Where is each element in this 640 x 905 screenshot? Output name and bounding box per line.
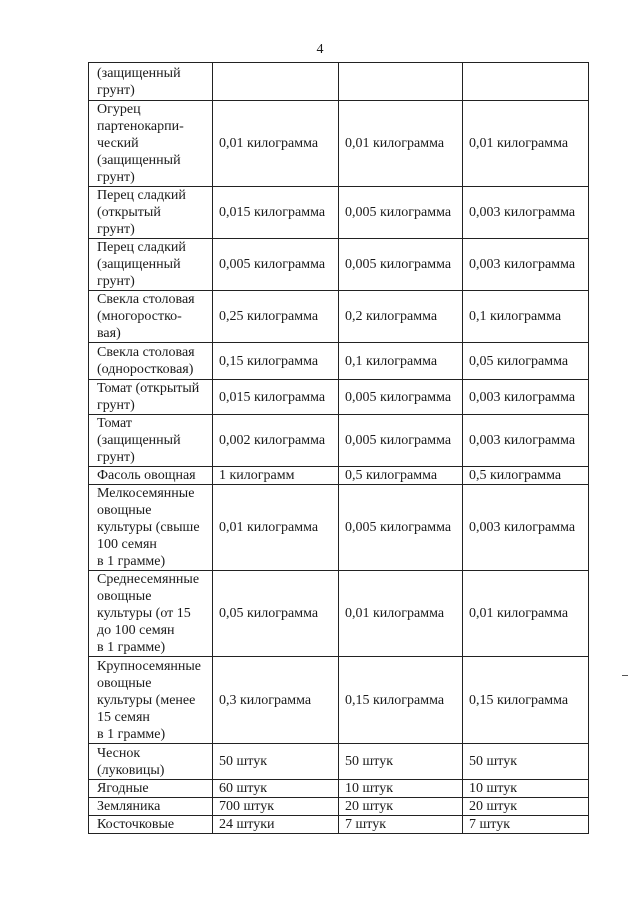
crop-name-cell: [89, 485, 213, 571]
crop-name-line: в 1 грамме): [97, 726, 166, 742]
quantity-cell: 20 штук: [463, 798, 589, 816]
crop-name-line: Перец сладкий: [97, 188, 186, 203]
table-row: [89, 816, 589, 834]
quantity-cell: 50 штук: [339, 744, 463, 780]
crop-name-line: (многоростко-: [97, 309, 182, 324]
quantity-cell: 24 штуки: [213, 816, 339, 834]
crop-name-line: (защищенный: [97, 65, 181, 81]
quantity-cell: 50 штук: [213, 744, 339, 780]
crop-name-line: Свекла столовая: [97, 292, 195, 307]
crop-name-line: (луковицы): [97, 762, 165, 778]
table-row: [89, 467, 589, 485]
crop-name-line: Свекла столовая: [97, 345, 195, 360]
crop-name-cell: [89, 380, 213, 415]
quantity-cell: [463, 63, 589, 101]
crop-name-cell: [89, 780, 213, 798]
table-row: [89, 343, 589, 380]
crop-name-line: в 1 грамме): [97, 554, 166, 569]
crop-name-line: овощные: [97, 589, 152, 604]
table-row: [89, 380, 589, 415]
table-row: [89, 187, 589, 239]
crop-name-cell: [89, 187, 213, 239]
quantity-cell: 20 штук: [339, 798, 463, 816]
crop-name-line: культуры (свыше: [97, 520, 200, 535]
crop-name-line: (открытый: [97, 205, 161, 220]
crop-name-line: Перец сладкий: [97, 240, 186, 255]
crop-name-cell: [89, 798, 213, 816]
crop-name-cell: [89, 657, 213, 744]
crop-name-line: грунт): [97, 170, 135, 185]
quantity-cell: 0,003 килограмма: [463, 239, 589, 291]
crop-name-line: (одноростковая): [97, 362, 194, 377]
crop-name-line: (защищенный: [97, 433, 181, 448]
page-number: 4: [316, 42, 324, 57]
crop-name-line: Ягодные: [97, 781, 149, 796]
quantity-cell: 0,005 килограмма: [339, 187, 463, 239]
quantity-cell: 0,003 килограмма: [463, 380, 589, 415]
crop-name-line: ческий: [97, 136, 139, 151]
quantity-cell: 0,002 килограмма: [213, 415, 339, 467]
crop-name-line: в 1 грамме): [97, 640, 166, 655]
quantity-cell: 1 килограмм: [213, 467, 339, 485]
quantity-cell: 0,3 килограмма: [213, 657, 339, 744]
crop-name-line: грунт): [97, 450, 135, 465]
crop-name-line: Земляника: [97, 799, 161, 814]
quantity-cell: 0,1 килограмма: [463, 291, 589, 343]
table-row: [89, 744, 589, 780]
quantity-cell: 0,15 килограмма: [339, 657, 463, 744]
quantity-cell: 10 штук: [463, 780, 589, 798]
quantity-cell: 0,2 килограмма: [339, 291, 463, 343]
quantity-cell: 7 штук: [463, 816, 589, 834]
seed-quantity-table: [88, 62, 589, 834]
crop-name-line: Фасоль овощная: [97, 468, 196, 483]
crop-name-line: Томат: [97, 416, 132, 431]
scan-artifact-mark: [622, 675, 628, 676]
quantity-cell: 0,015 килограмма: [213, 187, 339, 239]
crop-name-line: грунт): [97, 222, 135, 237]
quantity-cell: [339, 63, 463, 101]
quantity-cell: 10 штук: [339, 780, 463, 798]
crop-name-line: грунт): [97, 82, 135, 98]
crop-name-line: 15 семян: [97, 709, 150, 725]
quantity-cell: 0,005 килограмма: [339, 485, 463, 571]
table-body: [89, 63, 589, 834]
crop-name-line: овощные: [97, 675, 152, 691]
quantity-cell: 0,01 килограмма: [213, 485, 339, 571]
quantity-cell: 0,003 килограмма: [463, 415, 589, 467]
crop-name-line: Мелкосемянные: [97, 486, 195, 501]
crop-name-cell: [89, 744, 213, 780]
crop-name-cell: [89, 415, 213, 467]
quantity-cell: 0,25 килограмма: [213, 291, 339, 343]
quantity-cell: 0,5 килограмма: [339, 467, 463, 485]
crop-name-line: вая): [97, 326, 121, 341]
table-row: [89, 101, 589, 187]
table-row: [89, 415, 589, 467]
crop-name-cell: [89, 571, 213, 657]
crop-name-cell: [89, 816, 213, 834]
quantity-cell: 60 штук: [213, 780, 339, 798]
table-row: [89, 291, 589, 343]
quantity-cell: 0,5 килограмма: [463, 467, 589, 485]
table-row: [89, 798, 589, 816]
quantity-cell: 0,01 килограмма: [213, 101, 339, 187]
crop-name-line: партенокарпи-: [97, 119, 184, 134]
quantity-cell: 0,15 килограмма: [463, 657, 589, 744]
crop-name-cell: [89, 239, 213, 291]
quantity-cell: 0,015 килограмма: [213, 380, 339, 415]
quantity-cell: 0,005 килограмма: [339, 415, 463, 467]
quantity-cell: 0,005 килограмма: [339, 380, 463, 415]
crop-name-cell: [89, 343, 213, 380]
crop-name-line: (защищенный: [97, 257, 181, 272]
quantity-cell: 0,003 килограмма: [463, 187, 589, 239]
crop-name-cell: [89, 101, 213, 187]
quantity-cell: 0,003 килограмма: [463, 485, 589, 571]
table-row: [89, 657, 589, 744]
crop-name-cell: [89, 291, 213, 343]
table-row: [89, 780, 589, 798]
quantity-cell: 50 штук: [463, 744, 589, 780]
quantity-cell: 0,01 килограмма: [463, 101, 589, 187]
crop-name-line: Чеснок: [97, 745, 141, 761]
quantity-cell: 0,01 килограмма: [339, 571, 463, 657]
quantity-cell: 0,01 килограмма: [339, 101, 463, 187]
crop-name-cell: [89, 467, 213, 485]
crop-name-line: 100 семян: [97, 537, 157, 552]
crop-name-cell: [89, 63, 213, 101]
crop-name-line: (защищенный: [97, 153, 181, 168]
quantity-cell: [213, 63, 339, 101]
crop-name-line: Крупносемянные: [97, 658, 201, 674]
crop-name-line: Косточковые: [97, 817, 175, 832]
crop-name-line: Огурец: [97, 102, 141, 117]
table-row: [89, 239, 589, 291]
crop-name-line: культуры (менее: [97, 692, 196, 708]
table-row: [89, 63, 589, 101]
table-row: [89, 571, 589, 657]
quantity-cell: 0,005 килограмма: [339, 239, 463, 291]
crop-name-line: овощные: [97, 503, 152, 518]
crop-name-line: до 100 семян: [97, 623, 175, 638]
quantity-cell: 0,01 килограмма: [463, 571, 589, 657]
quantity-cell: 700 штук: [213, 798, 339, 816]
quantity-cell: 0,05 килограмма: [463, 343, 589, 380]
quantity-cell: 0,005 килограмма: [213, 239, 339, 291]
crop-name-line: грунт): [97, 274, 135, 289]
quantity-cell: 0,15 килограмма: [213, 343, 339, 380]
crop-name-line: Томат (открытый: [97, 381, 200, 396]
crop-name-line: грунт): [97, 398, 135, 413]
crop-name-line: культуры (от 15: [97, 606, 191, 621]
table-row: [89, 485, 589, 571]
quantity-cell: 0,05 килограмма: [213, 571, 339, 657]
quantity-cell: 0,1 килограмма: [339, 343, 463, 380]
crop-name-line: Среднесемянные: [97, 572, 200, 587]
quantity-cell: 7 штук: [339, 816, 463, 834]
